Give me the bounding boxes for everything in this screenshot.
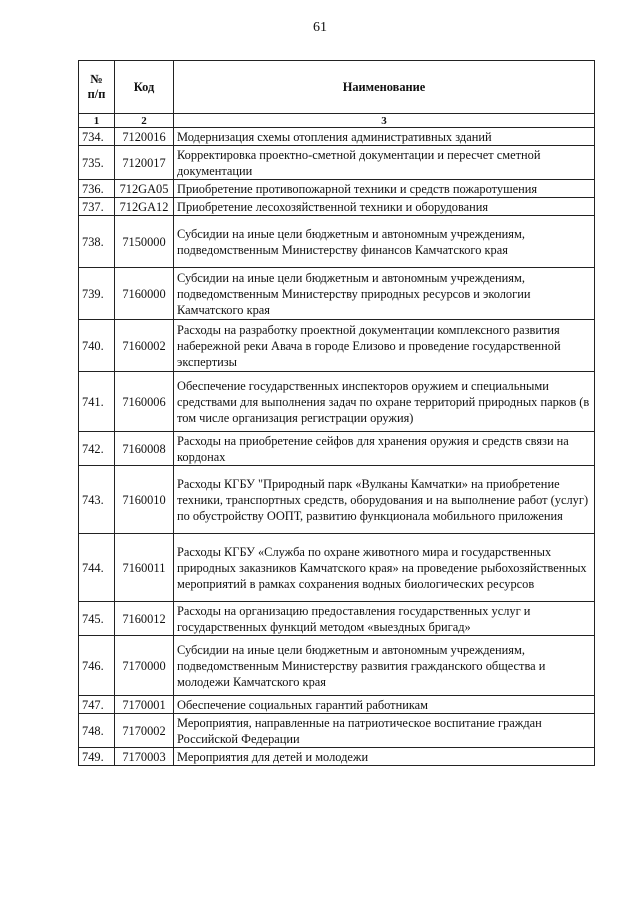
row-name: Корректировка проектно-сметной документации и пересчет сметной документации xyxy=(174,146,595,180)
row-number: 736. xyxy=(79,180,115,198)
column-number-3: 3 xyxy=(174,114,595,128)
table-row xyxy=(79,372,595,432)
row-number: 734. xyxy=(79,128,115,146)
row-code: 7160006 xyxy=(115,372,174,432)
row-number: 741. xyxy=(79,372,115,432)
row-name: Субсидии на иные цели бюджетным и автономным учреждениям, подведомственным Министерству финансов Камчатского края xyxy=(174,216,595,268)
row-name: Расходы КГБУ "Природный парк «Вулканы Камчатки» на приобретение техники, транспортных средств, оборудования и на выполнение работ (услуг) по обустройству ООПТ, развитию функционала мобильного приложения xyxy=(174,466,595,534)
row-code: 7160008 xyxy=(115,432,174,466)
row-code: 7170003 xyxy=(115,748,174,766)
column-number-2: 2 xyxy=(115,114,174,128)
row-number: 735. xyxy=(79,146,115,180)
table-row xyxy=(79,602,595,636)
table-row xyxy=(79,432,595,466)
row-number: 748. xyxy=(79,714,115,748)
row-name: Модернизация схемы отопления административных зданий xyxy=(174,128,595,146)
table-row xyxy=(79,748,595,766)
column-number-row xyxy=(79,114,595,128)
row-number: 746. xyxy=(79,636,115,696)
table-row xyxy=(79,714,595,748)
row-name: Мероприятия для детей и молодежи xyxy=(174,748,595,766)
row-number: 744. xyxy=(79,534,115,602)
page-number: 61 xyxy=(313,20,327,35)
column-number-1: 1 xyxy=(79,114,115,128)
header-name xyxy=(174,61,595,114)
row-name: Расходы на организацию предоставления государственных услуг и государственных функций методом «выездных бригад» xyxy=(174,602,595,636)
header-code xyxy=(115,61,174,114)
row-code: 7160012 xyxy=(115,602,174,636)
row-number: 737. xyxy=(79,198,115,216)
table-row xyxy=(79,466,595,534)
table-body xyxy=(79,128,595,766)
row-number: 740. xyxy=(79,320,115,372)
row-number: 742. xyxy=(79,432,115,466)
row-code: 7160000 xyxy=(115,268,174,320)
table-row xyxy=(79,128,595,146)
row-code: 7170000 xyxy=(115,636,174,696)
row-name: Субсидии на иные цели бюджетным и автономным учреждениям, подведомственным Министерству развития гражданского общества и молодежи Камчатского края xyxy=(174,636,595,696)
row-number: 743. xyxy=(79,466,115,534)
table-row xyxy=(79,320,595,372)
row-code: 7160011 xyxy=(115,534,174,602)
row-name: Субсидии на иные цели бюджетным и автономным учреждениям, подведомственным Министерству природных ресурсов и экологии Камчатского края xyxy=(174,268,595,320)
row-name: Расходы на разработку проектной документации комплексного развития набережной реки Авача в городе Елизово и проведение государственной экспертизы xyxy=(174,320,595,372)
row-number: 747. xyxy=(79,696,115,714)
row-code: 712GA05 xyxy=(115,180,174,198)
table-row xyxy=(79,198,595,216)
row-code: 7170002 xyxy=(115,714,174,748)
row-number: 738. xyxy=(79,216,115,268)
row-name: Обеспечение государственных инспекторов оружием и специальными средствами для выполнения задач по охране территорий природных парков (в том числе организация регистрации оружия) xyxy=(174,372,595,432)
header-code-label: Код xyxy=(133,79,155,94)
table-row xyxy=(79,534,595,602)
row-code: 7120017 xyxy=(115,146,174,180)
row-number: 745. xyxy=(79,602,115,636)
row-code: 712GA12 xyxy=(115,198,174,216)
row-name: Расходы на приобретение сейфов для хранения оружия и средств связи на кордонах xyxy=(174,432,595,466)
row-code: 7170001 xyxy=(115,696,174,714)
header-number xyxy=(79,61,115,114)
table-header-row xyxy=(79,61,595,114)
table-row xyxy=(79,146,595,180)
table-row xyxy=(79,696,595,714)
row-code: 7150000 xyxy=(115,216,174,268)
row-name: Обеспечение социальных гарантий работникам xyxy=(174,696,595,714)
row-code: 7160010 xyxy=(115,466,174,534)
row-name: Приобретение противопожарной техники и средств пожаротушения xyxy=(174,180,595,198)
header-number-label: № п/п xyxy=(87,72,106,101)
row-code: 7160002 xyxy=(115,320,174,372)
budget-code-table xyxy=(78,60,595,766)
table-row xyxy=(79,216,595,268)
header-name-label: Наименование xyxy=(342,79,426,94)
row-code: 7120016 xyxy=(115,128,174,146)
row-name: Расходы КГБУ «Служба по охране животного мира и государственных природных заказников Камчатского края» на проведение рыбохозяйственных мероприятий в рамках сохранения водных биологических ресурсов xyxy=(174,534,595,602)
row-name: Мероприятия, направленные на патриотическое воспитание граждан Российской Федерации xyxy=(174,714,595,748)
table-row xyxy=(79,268,595,320)
row-name: Приобретение лесохозяйственной техники и оборудования xyxy=(174,198,595,216)
row-number: 749. xyxy=(79,748,115,766)
row-number: 739. xyxy=(79,268,115,320)
table-row xyxy=(79,636,595,696)
table-row xyxy=(79,180,595,198)
